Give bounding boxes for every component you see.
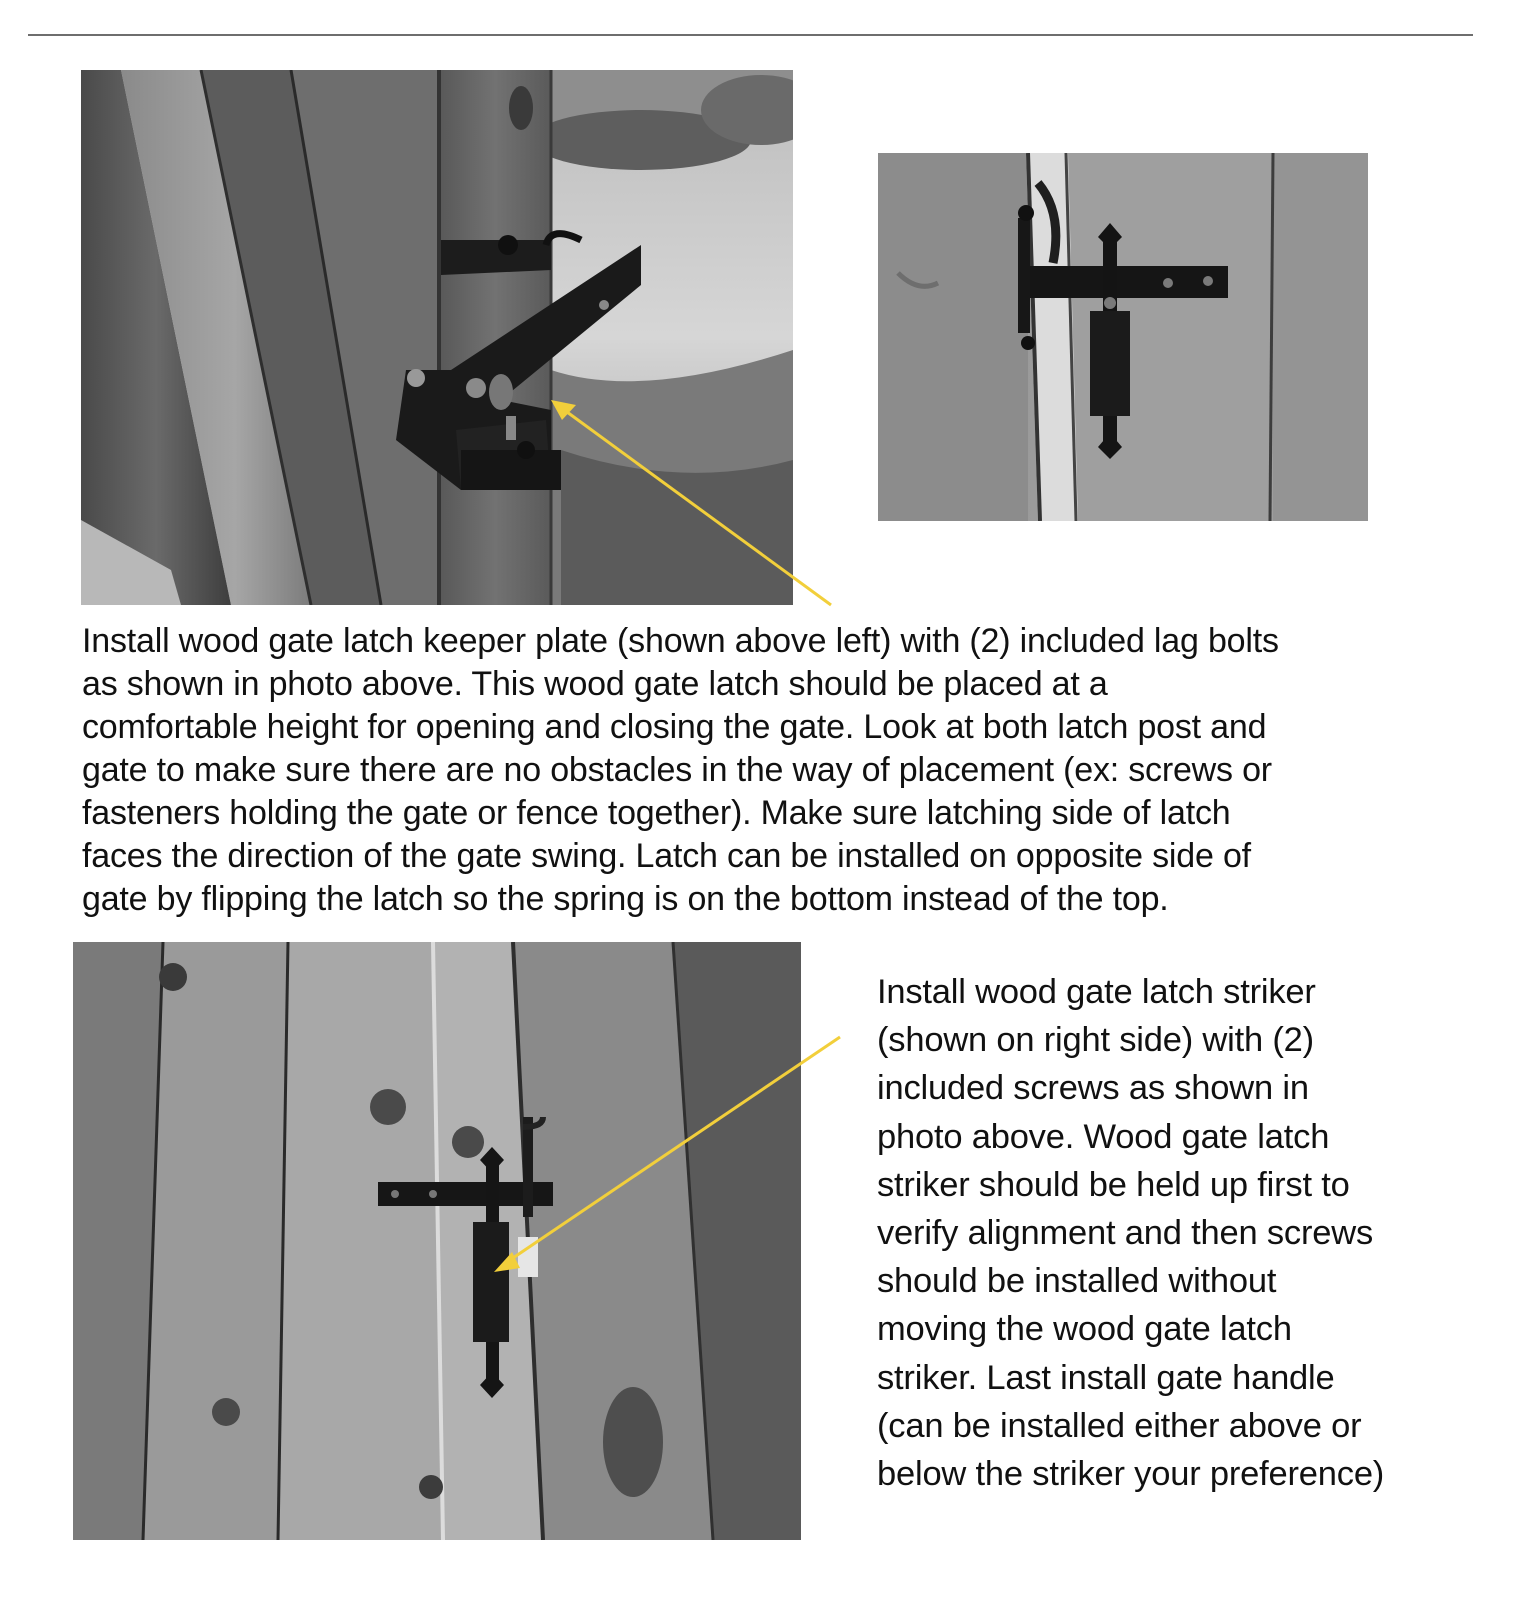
keeper-line: as shown in photo above. This wood gate latch should be placed at a bbox=[82, 665, 1108, 703]
keeper-line: Install wood gate latch keeper plate (shown above left) with (2) included lag bolts bbox=[82, 622, 1279, 660]
striker-instructions bbox=[877, 968, 1384, 1498]
striker-line: moving the wood gate latch bbox=[877, 1310, 1292, 1349]
striker-line: striker. Last install gate handle bbox=[877, 1358, 1335, 1397]
striker-line: (shown on right side) with (2) bbox=[877, 1021, 1314, 1060]
keeper-line: gate by flipping the latch so the spring is on the bottom instead of the top. bbox=[82, 880, 1169, 918]
keeper-line: comfortable height for opening and closing the gate. Look at both latch post and bbox=[82, 708, 1267, 746]
striker-photo bbox=[73, 942, 801, 1540]
striker-line: below the striker your preference) bbox=[877, 1455, 1385, 1494]
keeper-plate-photo bbox=[81, 70, 793, 605]
striker-line: Install wood gate latch striker bbox=[877, 973, 1316, 1011]
striker-line: verify alignment and then screws bbox=[877, 1214, 1374, 1253]
keeper-instructions bbox=[82, 620, 1279, 921]
installed-latch-photo bbox=[878, 153, 1368, 521]
striker-line: photo above. Wood gate latch bbox=[877, 1117, 1330, 1156]
keeper-line: faces the direction of the gate swing. Latch can be installed on opposite side of bbox=[82, 837, 1251, 875]
keeper-line: gate to make sure there are no obstacles in the way of placement (ex: screws or bbox=[82, 751, 1272, 789]
top-divider bbox=[28, 34, 1473, 36]
striker-line: striker should be held up first to bbox=[877, 1165, 1350, 1204]
striker-line: included screws as shown in bbox=[877, 1069, 1309, 1108]
striker-line: (can be installed either above or bbox=[877, 1406, 1362, 1445]
keeper-line: fasteners holding the gate or fence together). Make sure latching side of latch bbox=[82, 794, 1231, 832]
striker-line: should be installed without bbox=[877, 1262, 1277, 1301]
